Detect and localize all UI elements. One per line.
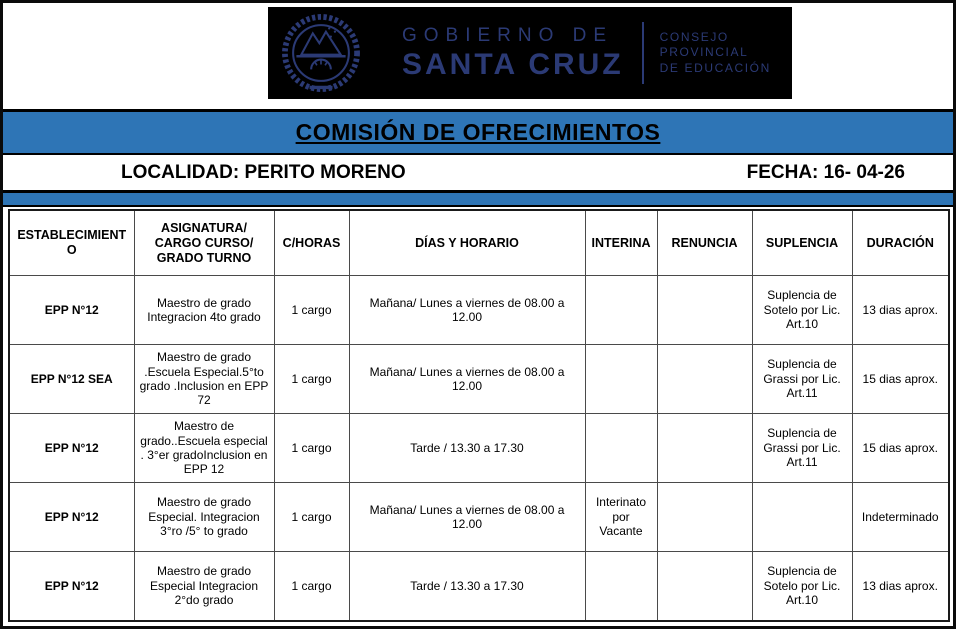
cell-establecimiento: EPP N°12 <box>9 552 134 622</box>
cell-renuncia <box>657 345 752 414</box>
cell-asignatura: Maestro de grado..Escuela especial . 3°er gradoInclusion en EPP 12 <box>134 414 274 483</box>
column-header-renuncia: RENUNCIA <box>657 210 752 276</box>
column-header-dias-horario: DÍAS Y HORARIO <box>349 210 585 276</box>
council-line1: CONSEJO <box>659 29 729 44</box>
cell-duracion: 15 dias aprox. <box>852 345 949 414</box>
cell-interina <box>585 276 657 345</box>
council-line2: PROVINCIAL <box>659 45 749 60</box>
table-row <box>9 483 949 552</box>
cell-choras: 1 cargo <box>274 552 349 622</box>
logo-divider <box>642 22 644 84</box>
table-wrap <box>3 207 953 622</box>
table-row <box>9 552 949 622</box>
government-wordmark <box>402 25 624 82</box>
column-header-establecimiento: ESTABLECIMIENTO <box>9 210 134 276</box>
table-row <box>9 276 949 345</box>
cell-interina: Interinato por Vacante <box>585 483 657 552</box>
government-line1: GOBIERNO DE <box>402 24 614 46</box>
cell-dias-horario: Mañana/ Lunes a viernes de 08.00 a 12.00 <box>349 483 585 552</box>
santa-cruz-crest-icon <box>280 12 362 94</box>
cell-duracion: 15 dias aprox. <box>852 414 949 483</box>
cell-dias-horario: Tarde / 13.30 a 17.30 <box>349 552 585 622</box>
cell-interina <box>585 552 657 622</box>
cell-asignatura: Maestro de grado Especial. Integracion 3°ro /5° to grado <box>134 483 274 552</box>
cell-dias-horario: Tarde / 13.30 a 17.30 <box>349 414 585 483</box>
cell-interina <box>585 414 657 483</box>
cell-suplencia <box>752 483 852 552</box>
council-wordmark <box>660 30 771 77</box>
cell-duracion: 13 dias aprox. <box>852 276 949 345</box>
cell-duracion: 13 dias aprox. <box>852 552 949 622</box>
cell-renuncia <box>657 483 752 552</box>
column-header-suplencia: SUPLENCIA <box>752 210 852 276</box>
column-header-interina: INTERINA <box>585 210 657 276</box>
cell-asignatura: Maestro de grado .Escuela Especial.5°to grado .Inclusion en EPP 72 <box>134 345 274 414</box>
cell-dias-horario: Mañana/ Lunes a viernes de 08.00 a 12.00 <box>349 276 585 345</box>
date-label: FECHA: 16- 04-26 <box>746 161 905 183</box>
cell-dias-horario: Mañana/ Lunes a viernes de 08.00 a 12.00 <box>349 345 585 414</box>
column-header-chhoras: C/HORAS <box>274 210 349 276</box>
locality-label: LOCALIDAD: PERITO MORENO <box>121 161 406 183</box>
cell-asignatura: Maestro de grado Integracion 4to grado <box>134 276 274 345</box>
cell-establecimiento: EPP N°12 <box>9 276 134 345</box>
cell-suplencia: Suplencia de Sotelo por Lic. Art.10 <box>752 276 852 345</box>
offers-table <box>8 209 950 622</box>
cell-establecimiento: EPP N°12 <box>9 483 134 552</box>
cell-choras: 1 cargo <box>274 414 349 483</box>
cell-renuncia <box>657 276 752 345</box>
cell-suplencia: Suplencia de Sotelo por Lic. Art.10 <box>752 552 852 622</box>
government-logo-box <box>268 7 792 99</box>
title-bar <box>3 109 953 155</box>
government-line2: SANTA CRUZ <box>402 47 624 81</box>
page-title: COMISIÓN DE OFRECIMIENTOS <box>295 119 661 145</box>
column-header-duracion: DURACIÓN <box>852 210 949 276</box>
cell-establecimiento: EPP N°12 SEA <box>9 345 134 414</box>
council-line3: DE EDUCACIÓN <box>659 60 771 75</box>
column-header-asignatura: ASIGNATURA/ CARGO CURSO/ GRADO TURNO <box>134 210 274 276</box>
cell-asignatura: Maestro de grado Especial Integracion 2°do grado <box>134 552 274 622</box>
table-row <box>9 414 949 483</box>
cell-establecimiento: EPP N°12 <box>9 414 134 483</box>
cell-renuncia <box>657 552 752 622</box>
cell-choras: 1 cargo <box>274 276 349 345</box>
blue-separator-bar <box>3 193 953 207</box>
cell-suplencia: Suplencia de Grassi por Lic. Art.11 <box>752 414 852 483</box>
cell-duracion: Indeterminado <box>852 483 949 552</box>
top-band <box>3 3 953 109</box>
cell-choras: 1 cargo <box>274 483 349 552</box>
cell-choras: 1 cargo <box>274 345 349 414</box>
table-row <box>9 345 949 414</box>
cell-renuncia <box>657 414 752 483</box>
cell-suplencia: Suplencia de Grassi por Lic. Art.11 <box>752 345 852 414</box>
cell-interina <box>585 345 657 414</box>
subheader-row <box>3 155 953 193</box>
table-header-row <box>9 210 949 276</box>
